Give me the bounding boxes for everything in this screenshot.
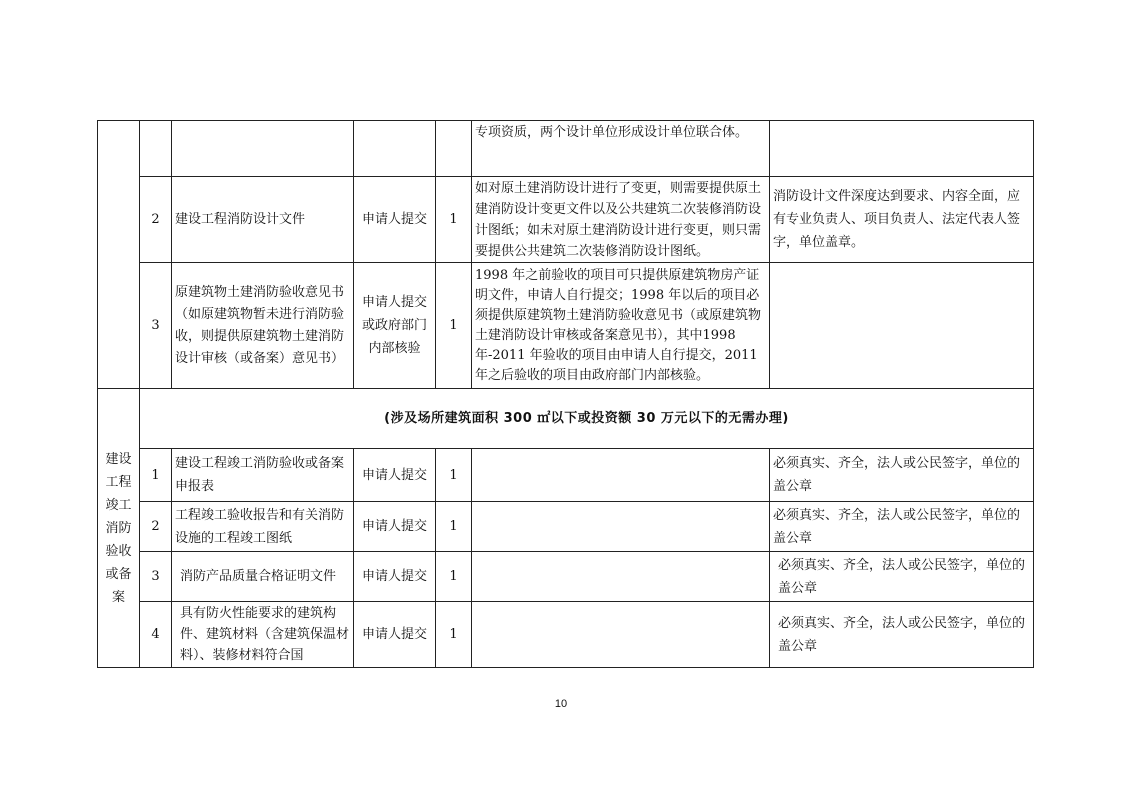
copy-count: 1: [436, 602, 472, 668]
table-row: [98, 177, 1034, 263]
submission-method: 申请人提交: [354, 502, 436, 552]
exemption-notice: (涉及场所建筑面积 300 ㎡以下或投资额 30 万元以下的无需办理): [140, 389, 1034, 449]
material-requirements: 必须真实、齐全，法人或公民签字，单位的盖公章: [770, 602, 1034, 668]
page-number: 10: [554, 698, 568, 710]
material-requirements: 消防设计文件深度达到要求、内容全面，应有专业负责人、项目负责人、法定代表人签字，单位盖章。: [770, 177, 1034, 263]
material-requirements: [770, 263, 1034, 389]
material-requirements: 必须真实、齐全，法人或公民签字，单位的盖公章: [770, 449, 1034, 502]
material-notes: 1998 年之前验收的项目可只提供原建筑物房产证明文件，申请人自行提交；1998 年以后的项目必须提供原建筑物土建消防验收意见书（或原建筑物土建消防设计审核或备案意见书），其中1998 年-2011 年验收的项目由申请人自行提交，2011 年之后验收的项目由政府部门内部核验。: [472, 263, 770, 389]
material-notes: [472, 449, 770, 502]
submission-method: 申请人提交: [354, 602, 436, 668]
table-row: [98, 502, 1034, 552]
row-number: [140, 121, 172, 177]
material-name: 消防产品质量合格证明文件: [172, 552, 354, 602]
material-notes: [472, 602, 770, 668]
row-number: 1: [140, 449, 172, 502]
row-number: 3: [140, 263, 172, 389]
copy-count: 1: [436, 552, 472, 602]
submission-method: [354, 121, 436, 177]
row-number: 2: [140, 502, 172, 552]
material-name: 具有防火性能要求的建筑构件、建筑材料（含建筑保温材料）、装修材料符合国: [172, 602, 354, 668]
requirements-table: [97, 120, 1034, 668]
material-requirements: 必须真实、齐全，法人或公民签字，单位的盖公章: [770, 502, 1034, 552]
notice-row: [98, 389, 1034, 449]
material-name: [172, 121, 354, 177]
submission-method: 申请人提交: [354, 552, 436, 602]
material-notes: 专项资质，两个设计单位形成设计单位联合体。: [472, 121, 770, 177]
table-row: [98, 602, 1034, 668]
table-row: [98, 552, 1034, 602]
material-name: 建设工程消防设计文件: [172, 177, 354, 263]
row-number: 3: [140, 552, 172, 602]
material-notes: [472, 552, 770, 602]
table-row: [98, 121, 1034, 177]
submission-method: 申请人提交或政府部门内部核验: [354, 263, 436, 389]
section-cell-continued: [98, 121, 140, 389]
copy-count: 1: [436, 502, 472, 552]
copy-count: [436, 121, 472, 177]
row-number: 4: [140, 602, 172, 668]
material-name: 原建筑物土建消防验收意见书（如原建筑物暂未进行消防验收，则提供原建筑物土建消防设计审核（或备案）意见书）: [172, 263, 354, 389]
row-number: 2: [140, 177, 172, 263]
copy-count: 1: [436, 177, 472, 263]
table-row: [98, 449, 1034, 502]
material-requirements: 必须真实、齐全，法人或公民签字，单位的盖公章: [770, 552, 1034, 602]
material-name: 工程竣工验收报告和有关消防设施的工程竣工图纸: [172, 502, 354, 552]
material-name: 建设工程竣工消防验收或备案申报表: [172, 449, 354, 502]
material-notes: [472, 502, 770, 552]
material-notes: 如对原土建消防设计进行了变更，则需要提供原土建消防设计变更文件以及公共建筑二次装修消防设计图纸；如未对原土建消防设计进行变更，则只需要提供公共建筑二次装修消防设计图纸。: [472, 177, 770, 263]
section-label: 建设工程竣工消防验收或备案: [98, 389, 140, 668]
table-row: [98, 263, 1034, 389]
copy-count: 1: [436, 263, 472, 389]
submission-method: 申请人提交: [354, 449, 436, 502]
submission-method: 申请人提交: [354, 177, 436, 263]
copy-count: 1: [436, 449, 472, 502]
material-requirements: [770, 121, 1034, 177]
